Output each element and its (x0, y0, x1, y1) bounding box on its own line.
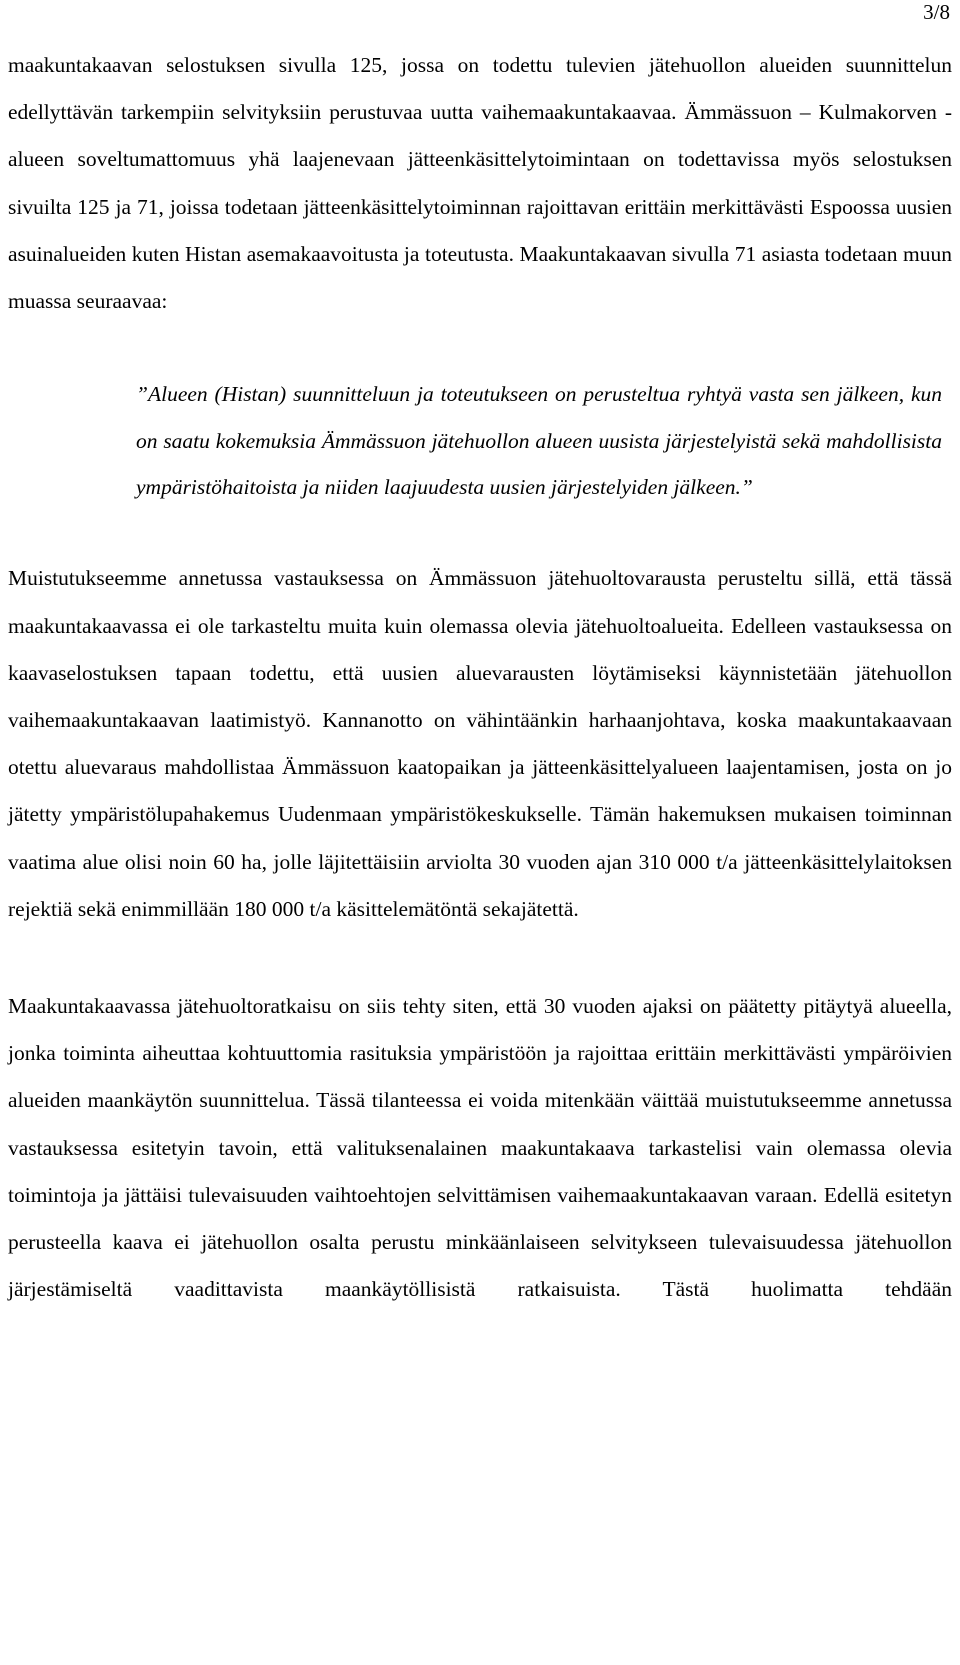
block-quote: ”Alueen (Histan) suunnitteluun ja toteutukseen on perusteltua ryhtyä vasta sen jälkeen, kun on saatu kokemuksia Ämmässuon jätehuollon alueen uusista järjestelyistä sekä mahdollisista ympäristöhaitoista ja niiden laajuudesta uusien järjestelyiden jälkeen.” (136, 382, 942, 500)
paragraph-intro: maakuntakaavan selostuksen sivulla 125, jossa on todettu tulevien jätehuollon alueiden suunnittelun edellyttävän tarkempiin selvityksiin perustuvaa uutta vaihemaakuntakaavaa. Ämmässuon – Kulmakorven -alueen soveltumattomuus yhä laajenevaan jätteenkäsittelytoimintaan on todettavissa myös selostuksen sivuilta 125 ja 71, joissa todetaan jätteenkäsittelytoiminnan rajoittavan erittäin merkittävästi Espoossa uusien asuinalueiden kuten Histan asemakaavoitusta ja toteutusta. Maakuntakaavan sivulla 71 asiasta todetaan muun muassa seuraavaa: (8, 53, 952, 314)
paragraph-response: Muistutukseemme annetussa vastauksessa on Ämmässuon jätehuoltovarausta perusteltu sillä, että tässä maakuntakaavassa ei ole tarkasteltu muita kuin olemassa olevia jätehuoltoalueita. Edelleen vastauksessa on kaavaselostuksen tapaan todettu, että uusien aluevarausten löytämiseksi käynnistetään jätehuollon vaihemaakuntakaavan laatimistyö. Kannanotto on vähintäänkin harhaanjohtava, koska maakuntakaavaan otettu aluevaraus mahdollistaa Ämmässuon kaatopaikan ja jätteenkäsittelyalueen laajentamisen, josta on jo jätetty ympäristölupahakemus Uudenmaan ympäristökeskukselle. Tämän hakemuksen mukaisen toiminnan vaatima alue olisi noin 60 ha, jolle läjitettäisiin arviolta 30 vuoden ajan 310 000 t/a jätteenkäsittelylaitoksen rejektiä sekä enimmillään 180 000 t/a käsittelemätöntä sekajätettä. (8, 566, 952, 921)
page-number: 3/8 (923, 0, 950, 24)
document-body (8, 42, 952, 1313)
paragraph-conclusion: Maakuntakaavassa jätehuoltoratkaisu on siis tehty siten, että 30 vuoden ajaksi on päätetty pitäytyä alueella, jonka toiminta aiheuttaa kohtuuttomia rasituksia ympäristöön ja rajoittaa erittäin merkittävästi ympäröivien alueiden maankäytön suunnittelua. Tässä tilanteessa ei voida mitenkään väittää muistutukseemme annetussa vastauksessa esitetyin tavoin, että valituksenalainen maakuntakaava tarkastelisi vain olemassa olevia toimintoja ja jättäisi tulevaisuuden vaihtoehtojen selvittämisen vaihemaakuntakaavan varaan. Edellä esitetyn perusteella kaava ei jätehuollon osalta perustu minkäänlaiseen selvitykseen tulevaisuudessa jätehuollon järjestämiseltä vaadittavista maankäytöllisistä ratkaisuista. Tästä huolimatta tehdään (8, 994, 952, 1302)
